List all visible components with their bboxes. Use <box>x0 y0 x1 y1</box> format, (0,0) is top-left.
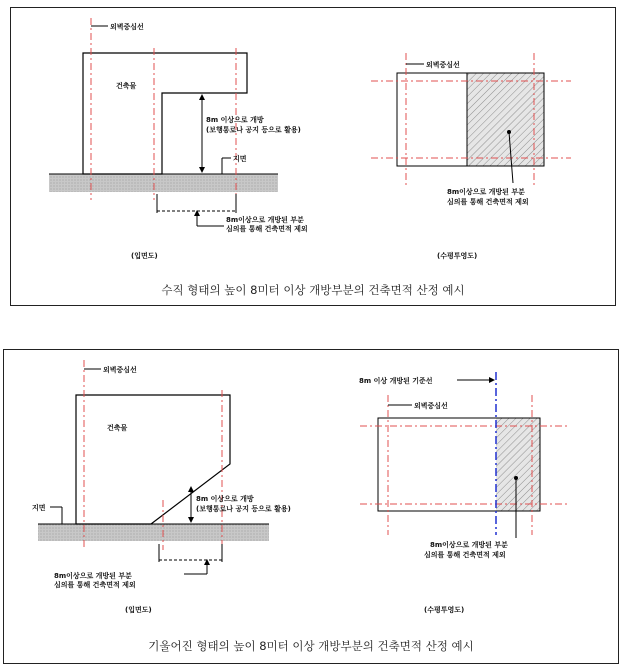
opening-note-1: 8m 이상으로 개방 <box>206 116 264 124</box>
elevation-view-label: (입면도) <box>131 252 158 260</box>
plan-view-label: (수평투영도) <box>437 252 478 260</box>
plan-centerline-label: 외벽중심선 <box>414 402 448 410</box>
baseline-label: 8m 이상 개방된 기준선 <box>359 377 433 385</box>
plan-exclude-note-2: 심의를 통해 건축면적 제외 <box>424 551 506 559</box>
opening-note-2: (보행통로나 공지 등으로 활용) <box>196 505 291 513</box>
excluded-area-hatch <box>467 73 544 166</box>
ground-label: 지면 <box>233 155 247 163</box>
exclude-note-1: 8m이상으로 개방된 부분 <box>54 572 132 580</box>
plan-view-label: (수평투영도) <box>424 606 465 614</box>
opening-note-2: (보행통로나 공지 등으로 활용) <box>206 126 301 134</box>
building-label: 건축물 <box>116 82 137 90</box>
opening-note-1: 8m 이상으로 개방 <box>196 495 254 503</box>
ground-strip <box>49 174 278 192</box>
elevation-view-label: (입면도) <box>125 606 152 614</box>
building-label: 건축물 <box>107 424 128 432</box>
vertical-example-panel <box>10 7 616 306</box>
exclude-note-2: 심의를 통해 건축면적 제외 <box>226 225 308 233</box>
centerline-label: 외벽중심선 <box>103 366 137 374</box>
exclude-note-1: 8m이상으로 개방된 부분 <box>226 216 304 224</box>
vertical-example-diagram <box>11 8 615 305</box>
caption: 기울어진 형태의 높이 8미터 이상 개방부분의 건축면적 산정 예시 <box>148 639 474 653</box>
plan-centerline-label: 외벽중심선 <box>426 61 460 69</box>
exclude-note-2: 심의를 통해 건축면적 제외 <box>54 581 136 589</box>
inclined-example-panel <box>3 349 619 664</box>
plan-exclude-note-1: 8m이상으로 개방된 부분 <box>430 541 508 549</box>
plan-exclude-note-1: 8m이상으로 개방된 부분 <box>447 188 525 196</box>
caption: 수직 형태의 높이 8미터 이상 개방부분의 건축면적 산정 예시 <box>161 283 465 297</box>
building-outline <box>83 53 247 174</box>
plan-exclude-note-2: 심의를 통해 건축면적 제외 <box>447 198 529 206</box>
inclined-example-diagram <box>4 350 618 663</box>
ground-label: 지면 <box>32 504 46 512</box>
centerline-label: 외벽중심선 <box>110 23 144 31</box>
